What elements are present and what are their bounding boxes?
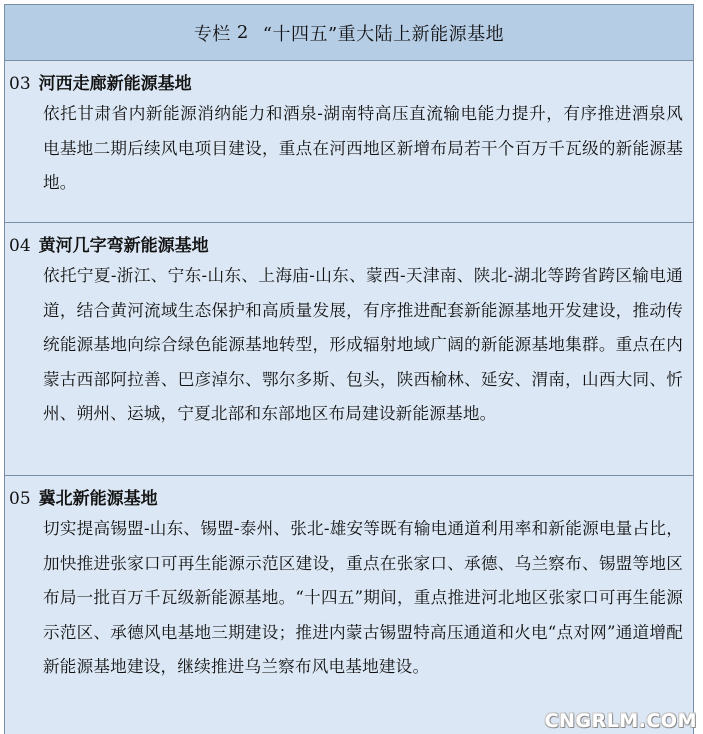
section-title: 河西走廊新能源基地 <box>38 74 192 94</box>
section-body: 依托甘肃省内新能源消纳能力和酒泉-湖南特高压直流输电能力提升，有序推进酒泉风电基地二期后续风电项目建设，重点在河西地区新增布局若干个百万千瓦级的新能源基地。 <box>43 104 683 192</box>
section-number: 04 <box>9 236 31 256</box>
section-number: 03 <box>9 74 31 94</box>
section-number: 05 <box>9 489 31 509</box>
column-box <box>4 4 694 734</box>
section-heading <box>9 486 683 512</box>
column-number: 2 <box>236 22 249 43</box>
section-north-hebei <box>5 476 693 734</box>
section-body: 切实提高锡盟-山东、锡盟-泰州、张北-雄安等既有输电通道利用率和新能源电量占比，加快推进张家口可再生能源示范区建设，重点在张家口、承德、乌兰察布、锡盟等地区布局一批百万千瓦级新能源基地。“十四五”期间，重点推进河北地区张家口可再生能源示范区、承德风电基地三期建设；推进内蒙古锡盟特高压通道和火电“点对网”通道增配新能源基地建设，继续推进乌兰察布风电基地建设。 <box>43 519 683 676</box>
section-hexi-corridor <box>5 61 693 223</box>
column-title: “十四五”重大陆上新能源基地 <box>262 23 505 45</box>
section-heading <box>9 233 683 259</box>
section-title: 冀北新能源基地 <box>38 489 158 509</box>
site-watermark: CNGRLM.COM <box>544 710 697 732</box>
section-title: 黄河几字弯新能源基地 <box>38 236 209 256</box>
column-header <box>5 5 693 61</box>
section-heading <box>9 71 683 97</box>
section-yellow-river-bend <box>5 223 693 476</box>
section-body: 依托宁夏-浙江、宁东-山东、上海庙-山东、蒙西-天津南、陕北-湖北等跨省跨区输电通道，结合黄河流域生态保护和高质量发展，有序推进配套新能源基地开发建设，推动传统能源基地向综合绿色能源基地转型，形成辐射地域广阔的新能源基地集群。重点在内蒙古西部阿拉善、巴彦淖尔、鄂尔多斯、包头，陕西榆林、延安、渭南，山西大同、忻州、朔州、运城，宁夏北部和东部地区布局建设新能源基地。 <box>43 266 683 423</box>
column-label: 专栏 <box>193 23 231 45</box>
